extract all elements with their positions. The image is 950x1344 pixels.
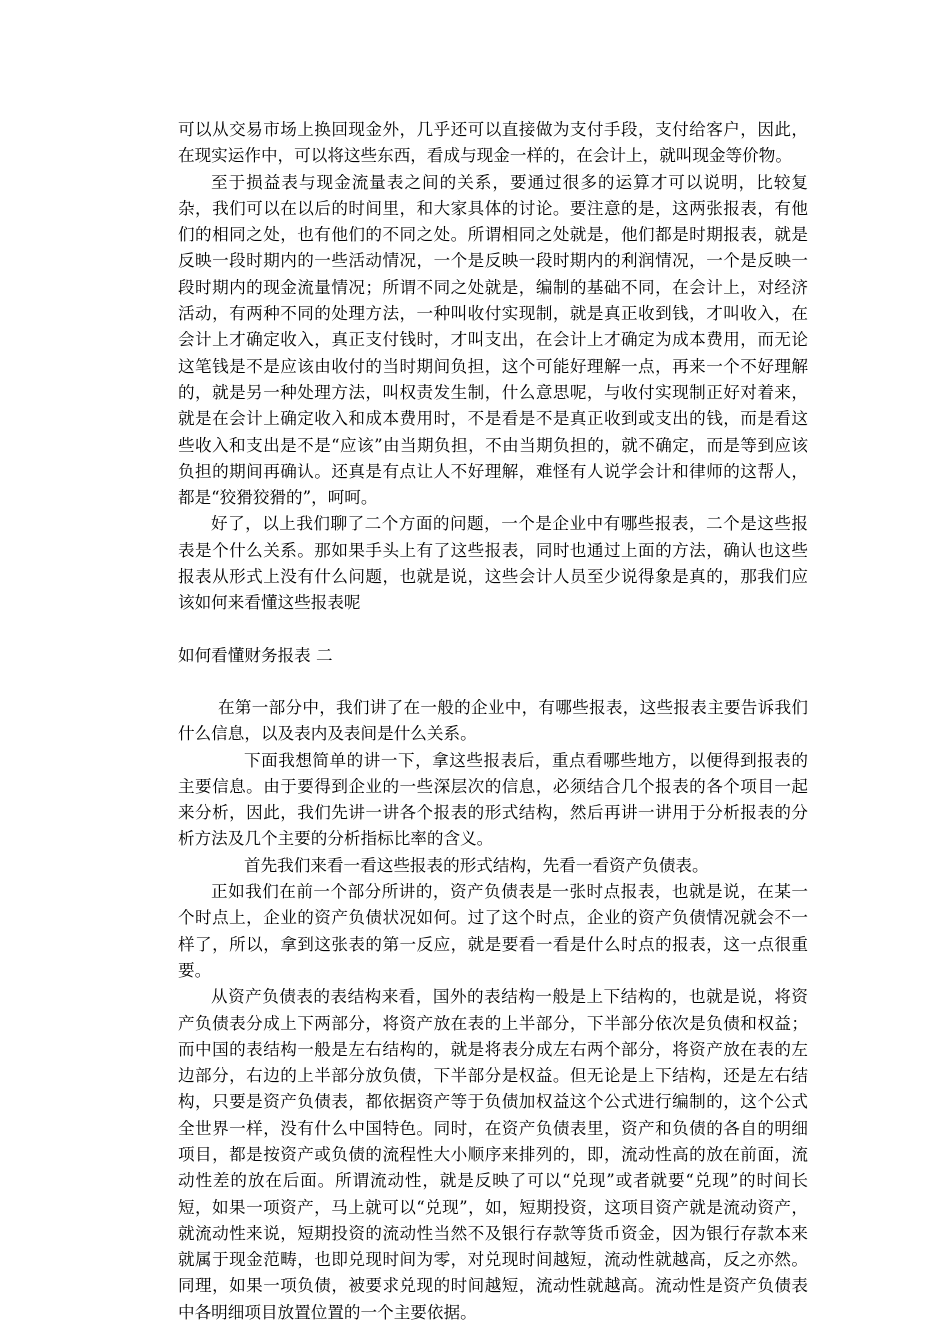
spacer: [178, 617, 808, 643]
section-heading: 如何看懂财务报表 二: [178, 645, 333, 665]
paragraph: 在第一部分中，我们讲了在一般的企业中，有哪些报表，这些报表主要告诉我们什么信息，以及表内及表间是什么关系。: [178, 697, 808, 744]
paragraph: 至于损益表与现金流量表之间的关系，要通过很多的运算才可以说明，比较复杂，我们可以在以后的时间里，和大家具体的讨论。要注意的是，这两张报表，有他们的相同之处，也有他们的不同之处。所谓相同之处就是，他们都是时期报表，就是反映一段时期内的一些活动情况，一个是反映一段时期内的利润情况，一个是反映一段时期内的现金流量情况；所谓不同之处就是，编制的基础不同，在会计上，对经济活动，有两种不同的处理方法，一种叫收付实现制，就是真正收到钱，才叫收入，在会计上才确定收入，真正支付钱时，才叫支出，在会计上才确定为成本费用，而无论这笔钱是不是应该由收付的当时期间负担，这个可能好理解一点，再来一个不好理解的，就是另一种处理方法，叫权责发生制，什么意思呢，与收付实现制正好对着来，就是在会计上确定收入和成本费用时，不是看是不是真正收到或支出的钱，而是看这些收入和支出是不是“应该”由当期负担，不由当期负担的，就不确定，而是等到应该负担的期间再确认。还真是有点让人不好理解，难怪有人说学会计和律师的这帮人，都是“狡猾狡猾的”，呵呵。: [178, 172, 808, 508]
paragraph: 首先我们来看一看这些报表的形式结构，先看一看资产负债表。: [244, 855, 709, 875]
document-body: [178, 117, 808, 1326]
paragraph: 下面我想简单的讲一下，拿这些报表后，重点看哪些地方，以便得到报表的主要信息。由于要得到企业的一些深层次的信息，必须结合几个报表的各个项目一起来分析，因此，我们先讲一讲各个报表的形式结构，然后再讲一讲用于分析报表的分析方法及几个主要的分析指标比率的含义。: [178, 750, 808, 849]
paragraph: 正如我们在前一个部分所讲的，资产负债表是一张时点报表，也就是说，在某一个时点上，企业的资产负债状况如何。过了这个时点，企业的资产负债情况就会不一样了，所以，拿到这张表的第一反应，就是要看一看是什么时点的报表，这一点很重要。: [178, 882, 808, 980]
paragraph: 好了，以上我们聊了二个方面的问题，一个是企业中有哪些报表，二个是这些报表是个什么关系。那如果手头上有了这些报表，同时也通过上面的方法，确认也这些报表从形式上没有什么问题，也就是说，这些会计人员至少说得象是真的，那我们应该如何来看懂这些报表呢: [178, 514, 808, 613]
paragraph: 可以从交易市场上换回现金外，几乎还可以直接做为支付手段，支付给客户，因此，在现实运作中，可以将这些东西，看成与现金一样的，在会计上，就叫现金等价物。: [178, 120, 808, 166]
spacer: [178, 669, 808, 695]
paragraph: 从资产负债表的表结构来看，国外的表结构一般是上下结构的，也就是说，将资产负债表分成上下两部分，将资产放在表的上半部分，下半部分依次是负债和权益；而中国的表结构一般是左右结构的，就是将表分成左右两个部分，将资产放在表的左边部分，右边的上半部分放负债，下半部分是权益。但无论是上下结构，还是左右结构，只要是资产负债表，都依据资产等于负债加权益这个公式进行编制的，这个公式全世界一样，没有什么中国特色。同时，在资产负债表里，资产和负债的各自的明细项目，都是按资产或负债的流程性大小顺序来排列的，即，流动性高的放在前面，流动性差的放在后面。所谓流动性，就是反映了可以“兑现”或者就要“兑现”的时间长短，如果一项资产，马上就可以“兑现”，如，短期投资，这项目资产就是流动资产，就流动性来说，短期投资的流动性当然不及银行存款等货币资金，因为银行存款本来就属于现金范畴，也即兑现时间为零，对兑现时间越短，流动性就越高，反之亦然。同理，如果一项负债，被要求兑现的时间越短，流动性就越高。流动性是资产负债表中各明细项目放置位置的一个主要依据。: [178, 987, 808, 1322]
